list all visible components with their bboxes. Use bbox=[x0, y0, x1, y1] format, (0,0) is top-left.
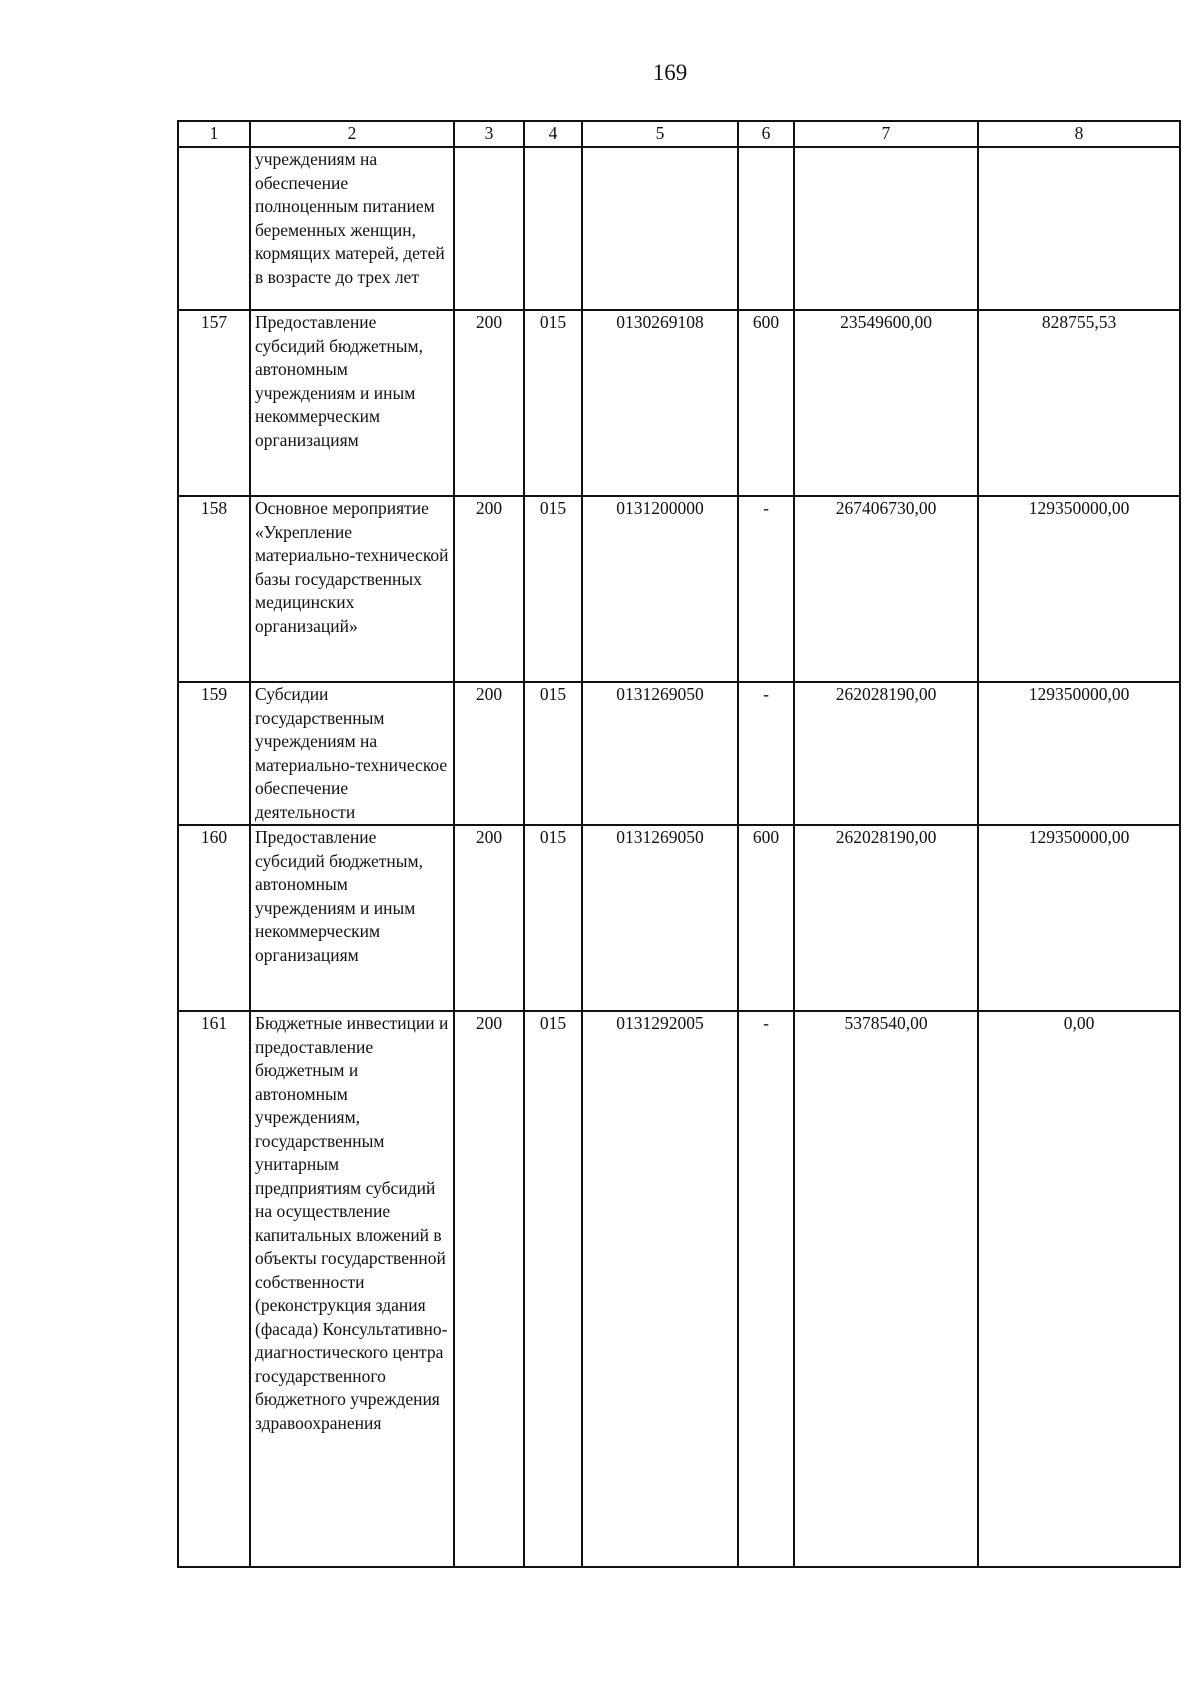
table-row bbox=[178, 682, 1180, 825]
row-col-5: 0131269050 bbox=[582, 682, 738, 825]
row-col-4 bbox=[524, 147, 582, 310]
row-col-8: 129350000,00 bbox=[978, 682, 1180, 825]
row-number: 160 bbox=[178, 825, 250, 1011]
row-col-8: 0,00 bbox=[978, 1011, 1180, 1567]
row-col-4: 015 bbox=[524, 1011, 582, 1567]
row-name: Предоставление субсидий бюджетным, автономным учреждениям и иным некоммерческим организациям bbox=[250, 825, 454, 1011]
row-col-4: 015 bbox=[524, 310, 582, 496]
row-col-6: - bbox=[738, 1011, 794, 1567]
table-row bbox=[178, 310, 1180, 496]
row-col-4: 015 bbox=[524, 682, 582, 825]
row-col-3: 200 bbox=[454, 310, 524, 496]
header-col-6: 6 bbox=[738, 121, 794, 147]
header-col-7: 7 bbox=[794, 121, 978, 147]
row-number: 157 bbox=[178, 310, 250, 496]
table-row bbox=[178, 825, 1180, 1011]
row-col-3 bbox=[454, 147, 524, 310]
row-col-7: 262028190,00 bbox=[794, 825, 978, 1011]
header-col-8: 8 bbox=[978, 121, 1180, 147]
row-col-6: - bbox=[738, 496, 794, 682]
row-number bbox=[178, 147, 250, 310]
header-col-5: 5 bbox=[582, 121, 738, 147]
row-name: Субсидии государственным учреждениям на материально-техническое обеспечение деятельности bbox=[250, 682, 454, 825]
row-number: 161 bbox=[178, 1011, 250, 1567]
row-name: учреждениям на обеспечение полноценным питанием беременных женщин, кормящих матерей, детей в возрасте до трех лет bbox=[250, 147, 454, 310]
row-number: 158 bbox=[178, 496, 250, 682]
header-col-1: 1 bbox=[178, 121, 250, 147]
row-col-5: 0131200000 bbox=[582, 496, 738, 682]
row-col-7: 5378540,00 bbox=[794, 1011, 978, 1567]
row-col-7: 262028190,00 bbox=[794, 682, 978, 825]
table-row bbox=[178, 147, 1180, 310]
row-name: Основное мероприятие «Укрепление материально-технической базы государственных медицинских организаций» bbox=[250, 496, 454, 682]
row-name: Бюджетные инвестиции и предоставление бюджетным и автономным учреждениям, государственным унитарным предприятиям субсидий на осуществление капитальных вложений в объекты государственной собственности (реконструкция здания (фасада) Консультативно-диагностического центра государственного бюджетного учреждения здравоохранения bbox=[250, 1011, 454, 1567]
header-col-4: 4 bbox=[524, 121, 582, 147]
row-col-5: 0131292005 bbox=[582, 1011, 738, 1567]
row-col-5: 0131269050 bbox=[582, 825, 738, 1011]
row-col-6: - bbox=[738, 682, 794, 825]
row-col-6: 600 bbox=[738, 310, 794, 496]
row-col-8 bbox=[978, 147, 1180, 310]
row-number: 159 bbox=[178, 682, 250, 825]
row-col-7: 23549600,00 bbox=[794, 310, 978, 496]
row-col-4: 015 bbox=[524, 496, 582, 682]
row-col-3: 200 bbox=[454, 1011, 524, 1567]
table-row bbox=[178, 1011, 1180, 1567]
page-number: 169 bbox=[652, 60, 688, 85]
row-col-4: 015 bbox=[524, 825, 582, 1011]
header-row bbox=[178, 121, 1180, 147]
table-row bbox=[178, 496, 1180, 682]
row-col-3: 200 bbox=[454, 825, 524, 1011]
row-col-5: 0130269108 bbox=[582, 310, 738, 496]
row-col-6 bbox=[738, 147, 794, 310]
row-col-8: 828755,53 bbox=[978, 310, 1180, 496]
budget-table bbox=[177, 120, 1181, 1568]
row-col-7: 267406730,00 bbox=[794, 496, 978, 682]
row-col-3: 200 bbox=[454, 682, 524, 825]
row-col-8: 129350000,00 bbox=[978, 825, 1180, 1011]
header-col-3: 3 bbox=[454, 121, 524, 147]
row-col-7 bbox=[794, 147, 978, 310]
row-col-5 bbox=[582, 147, 738, 310]
row-col-8: 129350000,00 bbox=[978, 496, 1180, 682]
row-col-6: 600 bbox=[738, 825, 794, 1011]
header-col-2: 2 bbox=[250, 121, 454, 147]
row-col-3: 200 bbox=[454, 496, 524, 682]
row-name: Предоставление субсидий бюджетным, автономным учреждениям и иным некоммерческим организациям bbox=[250, 310, 454, 496]
